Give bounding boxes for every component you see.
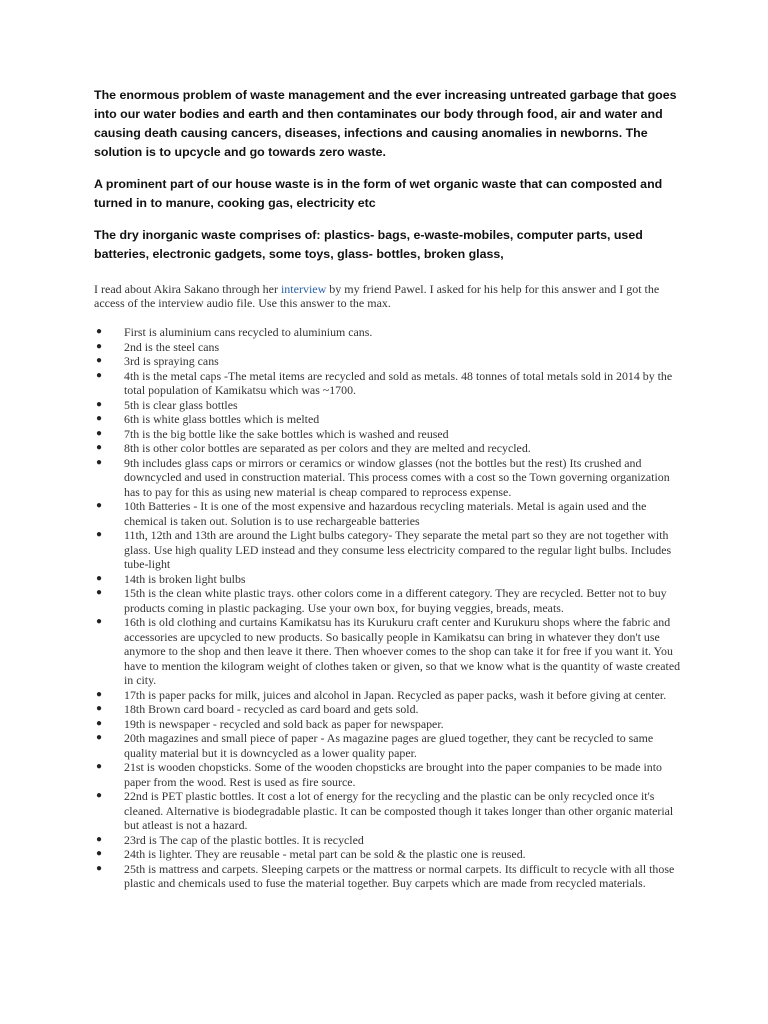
interview-link[interactable]: interview xyxy=(280,282,327,296)
bullet-icon: ● xyxy=(96,500,103,511)
bullet-icon: ● xyxy=(96,369,103,381)
list-item-text: 17th is paper packs for milk, juices and alcohol in Japan. Recycled as paper packs, wash it before giving at center. xyxy=(124,687,667,702)
list-item-text: 3rd is spraying cans xyxy=(124,354,219,368)
list-item-text: 9th includes glass caps or mirrors or ceramics or window glasses (not the bottles but the rest) Its crushed and downcycled and used in construction material. This process comes with a cost so the Town governing organization has to pay for this as using new material is cheap compared to reprocess expense. xyxy=(124,455,670,499)
list-item-text: 24th is lighter. They are reusable - metal part can be sold & the plastic one is reused. xyxy=(124,847,526,861)
list-item-text: 5th is clear glass bottles xyxy=(124,397,238,412)
bullet-icon: ● xyxy=(96,587,103,598)
bullet-icon: ● xyxy=(96,572,103,584)
bullet-icon: ● xyxy=(96,717,103,729)
list-item xyxy=(94,615,684,688)
list-item-text: 15th is the clean white plastic trays. other colors come in a different category. They are recycled. Better not to buy products coming in plastic packaging. Use your own box, for buying veggies, breads, meats. xyxy=(124,586,667,615)
paragraph-wet-waste: A prominent part of our house waste is in the form of wet organic waste that can composted and turned in to manure, cooking gas, electricity etc xyxy=(94,177,663,210)
list-item xyxy=(94,499,684,528)
bullet-icon: ● xyxy=(96,427,103,439)
list-item xyxy=(94,847,684,862)
bullet-icon: ● xyxy=(96,761,103,772)
list-item-text: 6th is white glass bottles which is melted xyxy=(124,412,320,426)
list-item-text: 22nd is PET plastic bottles. It cost a lot of energy for the recycling and the plastic can be only recycled once it's cleaned. Alternative is biodegradable plastic. It can be composted though it takes longer than other organic material but atleast is not a hazard. xyxy=(124,789,674,832)
list-item xyxy=(94,688,684,703)
list-item-text: 7th is the big bottle like the sake bottles which is washed and reused xyxy=(124,426,449,441)
list-item xyxy=(94,456,684,500)
list-item-text: 16th is old clothing and curtains Kamikatsu has its Kurukuru craft center and Kurukuru shops where the fabric and accessories are upcycled to new products. So basically people in Kamikatsu can bring in whatever they don't use anymore to the shop and then leave it there. Then whoever comes to the shop can take it for free if you want it. You have to mention the kilogram weight of clothes taken or given, so that we know what is the quantity of waste created in city. xyxy=(124,615,681,687)
list-item xyxy=(94,427,684,442)
list-item xyxy=(94,717,684,732)
list-item xyxy=(94,398,684,413)
list-item-text: 18th Brown card board - recycled as card board and gets sold. xyxy=(124,702,419,716)
bullet-icon: ● xyxy=(96,688,103,700)
list-item xyxy=(94,528,684,572)
bullet-icon: ● xyxy=(96,862,103,874)
list-item-text: 11th, 12th and 13th are around the Light bulbs category- They separate the metal part so they are not together with glass. Use high quality LED instead and they consume less electricity compared to the regular light bulbs. Includes tube-light xyxy=(124,528,672,571)
intro-paragraph xyxy=(94,282,684,310)
list-item xyxy=(94,833,684,848)
list-item xyxy=(94,354,684,369)
bullet-icon: ● xyxy=(96,355,103,366)
bullet-icon: ● xyxy=(96,790,103,801)
list-item xyxy=(94,325,684,340)
list-item-text: 25th is mattress and carpets. Sleeping carpets or the mattress or normal carpets. Its difficult to recycle with all those plastic and chemicals used to fuse the material together. Buy carpets which are made from recycled materials. xyxy=(124,861,675,890)
list-item xyxy=(94,760,684,789)
list-item xyxy=(94,789,684,833)
list-item xyxy=(94,731,684,760)
list-item-text: 8th is other color bottles are separated as per colors and they are melted and recycled. xyxy=(124,441,531,455)
list-item xyxy=(94,340,684,355)
list-item-text: 14th is broken light bulbs xyxy=(124,571,246,586)
paragraph-dry-waste: The dry inorganic waste comprises of: plastics- bags, e-waste-mobiles, computer parts, used batteries, electronic gadgets, some toys, glass- bottles, broken glass, xyxy=(94,228,643,261)
list-item-text: 21st is wooden chopsticks. Some of the wooden chopsticks are brought into the paper companies to be made into paper from the wood. Rest is used as fire source. xyxy=(124,760,662,789)
bullet-icon: ● xyxy=(96,529,103,540)
bullet-icon: ● xyxy=(96,833,103,845)
bullet-icon: ● xyxy=(96,413,103,424)
bullet-icon: ● xyxy=(96,848,103,859)
list-item xyxy=(94,586,684,615)
list-item-text: 4th is the metal caps -The metal items are recycled and sold as metals. 48 tonnes of total metals sold in 2014 by the total population of Kamikatsu which was ~1700. xyxy=(124,368,673,397)
bullet-icon: ● xyxy=(96,398,103,410)
recycling-category-list xyxy=(94,325,684,891)
bullet-icon: ● xyxy=(96,340,103,352)
list-item xyxy=(94,572,684,587)
paragraph-waste-problem: The enormous problem of waste management and the ever increasing untreated garbage that goes into our water bodies and earth and then contaminates our body through food, air and water and causing death causing cancers, diseases, infections and causing anomalies in newborns. The solution is to upcycle and go towards zero waste. xyxy=(94,88,677,159)
list-item-text: 19th is newspaper - recycled and sold back as paper for newspaper. xyxy=(124,716,444,731)
list-item-text: 2nd is the steel cans xyxy=(124,339,220,354)
list-item xyxy=(94,412,684,427)
list-item xyxy=(94,369,684,398)
document-page xyxy=(94,86,684,891)
list-item xyxy=(94,441,684,456)
list-item-text: First is aluminium cans recycled to aluminium cans. xyxy=(124,325,373,339)
intro-text-after: by my friend Pawel. I asked for his help for this answer and I got the access of the interview audio file. Use this answer to the max. xyxy=(94,282,660,310)
list-item-text: 20th magazines and small piece of paper - As magazine pages are glued together, they cant be recycled to same quality material but it is downcycled as a lower quality paper. xyxy=(124,731,654,760)
bullet-icon: ● xyxy=(96,732,103,743)
list-item-text: 10th Batteries - It is one of the most expensive and hazardous recycling materials. Metal is again used and the chemical is taken out. Solution is to use rechargeable batteries xyxy=(124,499,647,528)
bullet-icon: ● xyxy=(96,442,103,453)
list-item-text: 23rd is The cap of the plastic bottles. It is recycled xyxy=(124,832,364,847)
list-item xyxy=(94,862,684,891)
list-item xyxy=(94,702,684,717)
bullet-icon: ● xyxy=(96,456,103,468)
bullet-icon: ● xyxy=(96,616,103,627)
bullet-icon: ● xyxy=(96,703,103,714)
bullet-icon: ● xyxy=(96,326,103,337)
intro-text-before: I read about Akira Sakano through her xyxy=(94,282,281,296)
